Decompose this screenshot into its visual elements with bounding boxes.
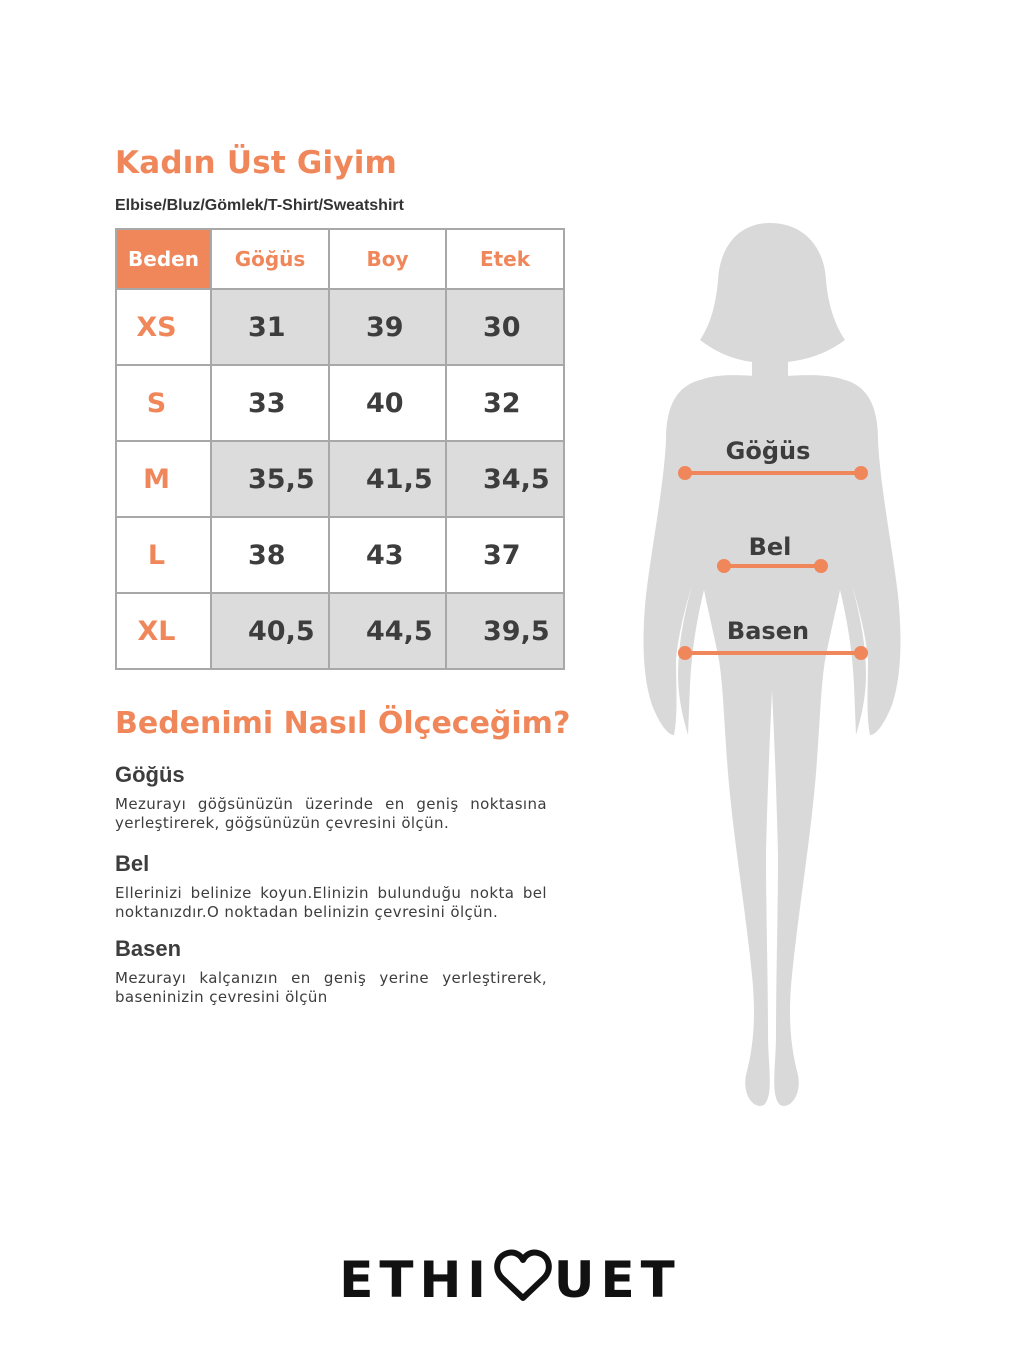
waist-measure-dot [814,559,828,573]
table-row [116,365,564,441]
section-text-gogus: Mezurayı göğsünüzün üzerinde en geniş noktasına yerleştirerek, göğsünüzün çevresini ölçün. [115,795,547,832]
boy-value: 39 [329,289,446,365]
size-table [115,228,565,670]
gogus-value: 38 [211,517,329,593]
waist-label: Bel [748,533,792,561]
etek-value: 37 [446,517,564,593]
table-row [116,289,564,365]
table-header-row [116,229,564,289]
section-heading-basen: Basen [115,936,182,961]
how-to-measure-title: Bedenimi Nasıl Ölçeceğim? [115,706,571,741]
chest-label: Göğüs [725,437,811,465]
section-text-basen: Mezurayı kalçanızın en geniş yerine yerleştirerek, baseninizin çevresini ölçün [115,969,547,1006]
size-label: M [116,441,211,517]
gogus-value: 35,5 [211,441,329,517]
table-row [116,441,564,517]
chest-measure-dot [678,466,692,480]
hip-measure-dot [678,646,692,660]
size-label: XS [116,289,211,365]
logo-text-left: ETHI [339,1251,492,1309]
gogus-value: 33 [211,365,329,441]
gogus-value: 40,5 [211,593,329,669]
header-boy: Boy [329,229,446,289]
size-label: L [116,517,211,593]
boy-value: 40 [329,365,446,441]
heart-q-icon [494,1248,552,1304]
section-heading-bel: Bel [115,851,150,876]
brand-logo [0,1248,1020,1309]
hip-label: Basen [726,617,810,645]
boy-value: 44,5 [329,593,446,669]
chest-measure-dot [854,466,868,480]
size-label: S [116,365,211,441]
gogus-value: 31 [211,289,329,365]
etek-value: 39,5 [446,593,564,669]
header-beden: Beden [116,229,211,289]
waist-measure-dot [717,559,731,573]
page-title: Kadın Üst Giyim [115,145,398,181]
section-text-bel: Ellerinizi belinize koyun.Elinizin bulunduğu nokta bel noktanızdır.O noktadan belinizin çevresini ölçün. [115,884,547,921]
size-label: XL [116,593,211,669]
boy-value: 43 [329,517,446,593]
etek-value: 34,5 [446,441,564,517]
page-subtitle: Elbise/Bluz/Gömlek/T-Shirt/Sweatshirt [115,197,404,214]
logo-text-right: UET [553,1251,681,1309]
header-etek: Etek [446,229,564,289]
hip-measure-dot [854,646,868,660]
body-silhouette-figure [630,215,920,1125]
etek-value: 32 [446,365,564,441]
silhouette-shape [644,223,901,1106]
boy-value: 41,5 [329,441,446,517]
table-row [116,517,564,593]
header-gogus: Göğüs [211,229,329,289]
section-heading-gogus: Göğüs [115,762,185,787]
table-row [116,593,564,669]
etek-value: 30 [446,289,564,365]
